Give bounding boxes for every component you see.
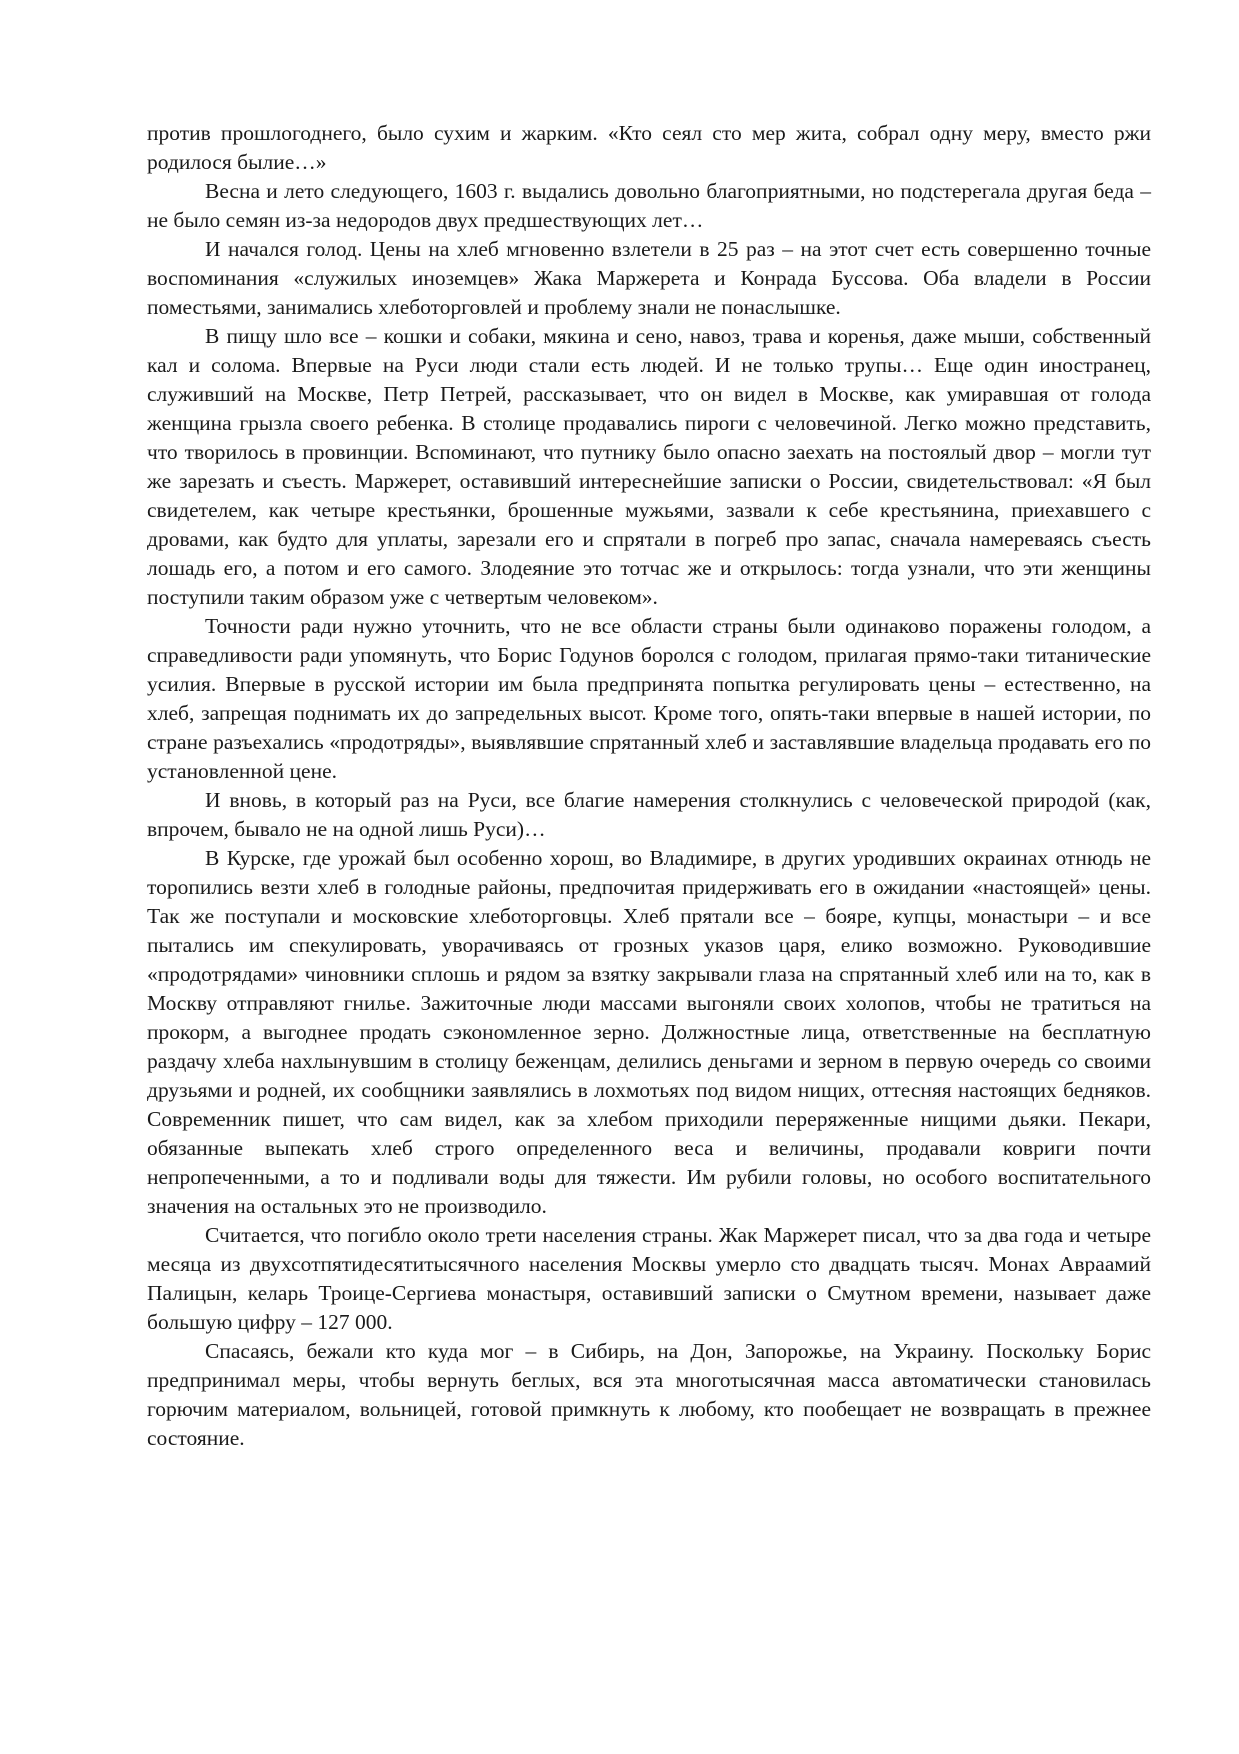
paragraph-7: В Курске, где урожай был особенно хорош, во Владимире, в других уродивших окраинах отнюдь не торопились везти хлеб в голодные районы, предпочитая придерживать его в ожидании «настоящей» цены. Так же поступали и московские хлеботорговцы. Хлеб прятали все – бояре, купцы, монастыри – и все пытались им спекулировать, уворачиваясь от грозных указов царя, елико возможно. Руководившие «продотрядами» чиновники сплошь и рядом за взятку закрывали глаза на спрятанный хлеб или на то, как в Москву отправляют гнилье. Зажиточные люди массами выгоняли своих холопов, чтобы не тратиться на прокорм, а выгоднее продать сэкономленное зерно. Должностные лица, ответственные на бесплатную раздачу хлеба нахлынувшим в столицу беженцам, делились деньгами и зерном в первую очередь со своими друзьями и родней, их сообщники заявлялись в лохмотьях под видом нищих, оттесняя настоящих бедняков. Современник пишет, что сам видел, как за хлебом приходили переряженные нищими дьяки. Пекари, обязанные выпекать хлеб строго определенного веса и величины, продавали ковриги почти непропеченными, а то и подливали воды для тяжести. Им рубили головы, но особого воспитательного значения на остальных это не производило. (147, 846, 1151, 1218)
document-page (147, 119, 1151, 1453)
paragraph-4: В пищу шло все – кошки и собаки, мякина и сено, навоз, трава и коренья, даже мыши, собственный кал и солома. Впервые на Руси люди стали есть людей. И не только трупы… Еще один иностранец, служивший на Москве, Петр Петрей, рассказывает, что он видел в Москве, как умиравшая от голода женщина грызла своего ребенка. В столице продавались пироги с человечиной. Легко можно представить, что творилось в провинции. Вспоминают, что путнику было опасно заехать на постоялый двор – могли тут же зарезать и съесть. Маржерет, оставивший интереснейшие записки о России, свидетельствовал: «Я был свидетелем, как четыре крестьянки, брошенные мужьями, зазвали к себе крестьянина, приехавшего с дровами, как будто для уплаты, зарезали его и спрятали в погреб про запас, сначала намереваясь съесть лошадь его, а потом и его самого. Злодеяние это тотчас же и открылось: тогда узнали, что эти женщины поступили таким образом уже с четвертым человеком». (147, 324, 1151, 609)
paragraph-5: Точности ради нужно уточнить, что не все области страны были одинаково поражены голодом, а справедливости ради упомянуть, что Борис Годунов боролся с голодом, прилагая прямо-таки титанические усилия. Впервые в русской истории им была предпринята попытка регулировать цены – естественно, на хлеб, запрещая поднимать их до запредельных высот. Кроме того, опять-таки впервые в нашей истории, по стране разъехались «продотряды», выявлявшие спрятанный хлеб и заставлявшие владельца продавать его по установленной цене. (147, 614, 1151, 783)
paragraph-8: Считается, что погибло около трети населения страны. Жак Маржерет писал, что за два года и четыре месяца из двухсотпятидесятитысячного населения Москвы умерло сто двадцать тысяч. Монах Авраамий Палицын, келарь Троице-Сергиева монастыря, оставивший записки о Смутном времени, называет даже большую цифру – 127 000. (147, 1223, 1151, 1334)
paragraph-2: Весна и лето следующего, 1603 г. выдались довольно благоприятными, но подстерегала другая беда – не было семян из-за недородов двух предшествующих лет… (147, 179, 1151, 232)
paragraph-6: И вновь, в который раз на Руси, все благие намерения столкнулись с человеческой природой (как, впрочем, бывало не на одной лишь Руси)… (147, 788, 1151, 841)
paragraph-1: против прошлогоднего, было сухим и жарким. «Кто сеял сто мер жита, собрал одну меру, вместо ржи родилося былие…» (147, 121, 1151, 174)
paragraph-3: И начался голод. Цены на хлеб мгновенно взлетели в 25 раз – на этот счет есть совершенно точные воспоминания «служилых иноземцев» Жака Маржерета и Конрада Буссова. Оба владели в России поместьями, занимались хлеботорговлей и проблему знали не понаслышке. (147, 237, 1151, 319)
paragraph-9: Спасаясь, бежали кто куда мог – в Сибирь, на Дон, Запорожье, на Украину. Поскольку Борис предпринимал меры, чтобы вернуть беглых, вся эта многотысячная масса автоматически становилась горючим материалом, вольницей, готовой примкнуть к любому, кто пообещает не возвращать в прежнее состояние. (147, 1339, 1151, 1450)
